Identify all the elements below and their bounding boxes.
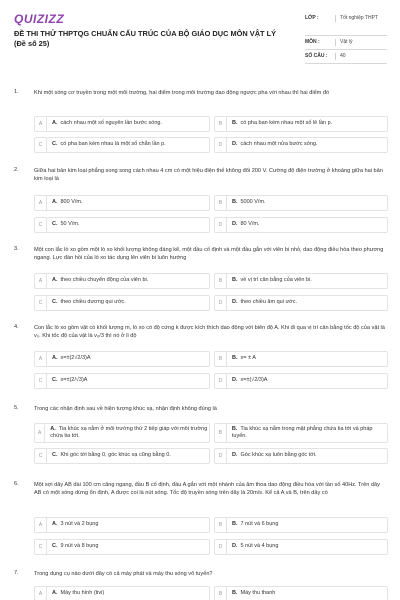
meta-count-row — [305, 50, 387, 64]
option-label: B. — [232, 590, 238, 597]
option-label: C. — [52, 221, 58, 228]
meta-subject-row — [305, 36, 387, 50]
option-a[interactable] — [34, 273, 210, 289]
option-label: D. — [232, 377, 238, 384]
option-c[interactable] — [34, 217, 210, 233]
option-letter: A — [35, 196, 47, 210]
option-label: B. — [232, 355, 238, 362]
option-a[interactable] — [34, 517, 210, 533]
class-label: LỚP : — [305, 15, 319, 21]
option-letter: D — [215, 449, 227, 463]
option-b[interactable] — [214, 586, 388, 600]
option-label: C. — [52, 452, 58, 459]
option-text: theo chiều âm qui ước. — [240, 299, 298, 306]
option-b[interactable] — [214, 423, 388, 443]
question-text: Trong các nhận định sau về hiện tượng khúc xạ, nhận định không đúng là — [34, 406, 217, 412]
option-label: D. — [232, 543, 238, 550]
option-text: có pha ban kém nhau là một số chẵn lần p. — [60, 141, 166, 148]
option-label: D. — [232, 221, 238, 228]
option-c[interactable] — [34, 137, 210, 153]
option-c[interactable] — [34, 295, 210, 311]
option-letter: A — [35, 518, 47, 532]
option-b[interactable] — [214, 517, 388, 533]
option-letter: D — [215, 540, 227, 554]
option-a[interactable] — [34, 116, 210, 132]
option-letter: A — [35, 424, 45, 442]
option-label: A. — [52, 199, 58, 206]
option-letter: D — [215, 374, 227, 388]
option-d[interactable] — [214, 137, 388, 153]
option-label: C. — [52, 141, 58, 148]
option-letter: A — [35, 352, 47, 366]
option-label: D. — [232, 299, 238, 306]
option-text: cách nhau một nửa bước sóng. — [240, 141, 318, 148]
question-number: 1. — [14, 89, 19, 95]
question-text: Con lắc lò xo gồm vật có khối lượng m, lò xo có độ cứng k được kích thích dao động với biên độ A. Khi đi qua vị trí cân bằng tốc độ của vật là v₀. Khi tốc độ của vật là v₀/3 thì nó ở li độ — [34, 325, 385, 339]
option-letter: B — [215, 274, 227, 288]
option-d[interactable] — [214, 539, 388, 555]
option-text: theo chiều dương qui ước. — [60, 299, 126, 306]
option-label: B. — [232, 120, 238, 127]
option-text: 7 nút và 6 bụng — [240, 521, 279, 528]
option-d[interactable] — [214, 217, 388, 233]
option-letter: B — [215, 117, 227, 131]
option-text: 3 nút và 2 bụng — [60, 521, 99, 528]
option-d[interactable] — [214, 448, 388, 464]
option-letter: B — [215, 352, 227, 366]
question-number: 2. — [14, 167, 19, 173]
question-text: Một sợi dây AB dài 100 cm căng ngang, đầu B cố định, đầu A gắn với một nhánh của âm thoa dao động điều hòa với tần số 40Hz. Trên dây AB có một sóng dừng ổn định, A được coi là nút sóng. Tốc độ truyền sóng trên dây là 20m/s. Kể cả A và B, trên dây có — [34, 482, 380, 496]
option-letter: B — [215, 518, 227, 532]
option-c[interactable] — [34, 539, 210, 555]
option-letter: C — [35, 138, 47, 152]
option-b[interactable] — [214, 195, 388, 211]
option-label: A. — [52, 120, 58, 127]
option-text: Tia khúc xạ nằm trong mặt phẳng chứa tia tới và pháp tuyến. — [231, 425, 373, 439]
option-text: 80 V/m. — [240, 221, 260, 228]
option-label: A. — [52, 277, 58, 284]
option-text: cách nhau một số nguyên lần bước sóng. — [60, 120, 162, 127]
option-b[interactable] — [214, 116, 388, 132]
option-label: C. — [52, 377, 58, 384]
option-text: theo chiều chuyển động của viên bi. — [60, 277, 149, 284]
option-letter: A — [35, 117, 47, 131]
option-label: B. — [232, 521, 238, 528]
count-label: SỐ CÂU : — [305, 53, 328, 59]
count-value: 40 — [335, 53, 387, 60]
option-label: D. — [232, 452, 238, 459]
option-label: B. — [232, 277, 238, 284]
question-text: Một con lắc lò xo gồm một lò xo khối lượng không đáng kể, một đầu cố định và một đầu gắn với viên bi nhỏ, dao động điều hòa theo phương ngang. Lực đàn hồi của lò xo tác dụng lên viên bi luôn hướng — [34, 247, 384, 261]
option-a[interactable] — [34, 586, 210, 600]
question-number: 4. — [14, 324, 19, 330]
option-letter: A — [35, 274, 47, 288]
option-letter: C — [35, 218, 47, 232]
option-a[interactable] — [34, 423, 210, 443]
option-a[interactable] — [34, 195, 210, 211]
question-number: 6. — [14, 481, 19, 487]
question-text: Trong dụng cụ nào dưới đây có cả máy phát và máy thu sóng vô tuyến? — [34, 571, 213, 577]
option-label: D. — [232, 141, 238, 148]
question-number: 3. — [14, 246, 19, 252]
option-letter: A — [35, 587, 47, 600]
option-label: B. — [232, 199, 238, 206]
option-text: 800 V/m. — [60, 199, 83, 206]
option-d[interactable] — [214, 295, 388, 311]
option-text: Máy thu hình (tivi) — [60, 590, 105, 597]
option-text: về vị trí cân bằng của viên bi. — [240, 277, 312, 284]
question-text: Khi một sóng cơ truyền trong một môi trường, hai điểm trong môi trường dao động ngược pha với nhau thì hai điểm đó — [34, 90, 330, 96]
option-letter: C — [35, 540, 47, 554]
option-letter: D — [215, 218, 227, 232]
option-b[interactable] — [214, 273, 388, 289]
page-title: ĐỀ THI THỬ THPTQG CHUẨN CẤU TRÚC CỦA BỘ GIÁO DỤC MÔN VẬT LÝ (Đề số 25) — [14, 29, 277, 48]
option-text: 50 V/m. — [60, 221, 80, 228]
option-letter: D — [215, 138, 227, 152]
option-label: A. — [52, 590, 58, 597]
option-letter: C — [35, 374, 47, 388]
option-label: B. — [231, 425, 238, 432]
class-value: Tốt nghiệp THPT — [335, 15, 387, 22]
option-letter: B — [215, 587, 227, 600]
option-letter: C — [35, 449, 47, 463]
meta-class-row — [305, 12, 387, 36]
option-text: Góc khúc xạ luôn bằng góc tới. — [240, 452, 317, 459]
option-text: 5 nút và 4 bụng — [240, 543, 279, 550]
subject-label: MÔN : — [305, 39, 320, 45]
page-header — [0, 0, 400, 78]
option-text: 9 nút và 8 bụng — [60, 543, 99, 550]
option-letter: C — [35, 296, 47, 310]
option-text: x=±(2/√3)A — [60, 377, 88, 384]
option-c[interactable] — [34, 373, 210, 389]
option-d[interactable] — [214, 373, 388, 389]
option-letter: B — [215, 196, 227, 210]
option-text: Khi góc tới bằng 0, góc khúc xạ cũng bằng 0. — [60, 452, 171, 459]
option-letter: D — [215, 296, 227, 310]
option-text: 5000 V/m. — [240, 199, 266, 206]
quizizz-logo: QUIZIZZ — [14, 12, 65, 26]
option-text: x=±(2√2/3)A — [60, 355, 91, 362]
question-text: Giữa hai bản kim loại phẳng song song cách nhau 4 cm có một hiệu điện thế không đổi 200 V. Cường độ điện trường ở khoảng giữa hai bản kim loại là — [34, 168, 383, 182]
option-text: Tia khúc xạ nằm ở môi trường thứ 2 tiếp giáp với môi trường chứa tia tới. — [50, 425, 208, 439]
option-a[interactable] — [34, 351, 210, 367]
option-label: C. — [52, 299, 58, 306]
option-label: A. — [52, 355, 58, 362]
option-text: Máy thu thanh — [240, 590, 276, 597]
option-c[interactable] — [34, 448, 210, 464]
option-b[interactable] — [214, 351, 388, 367]
subject-value: Vật lý — [335, 39, 387, 46]
exam-meta — [305, 12, 387, 64]
option-text: x=±(√2/3)A — [240, 377, 268, 384]
option-label: C. — [52, 543, 58, 550]
option-letter: B — [215, 424, 227, 442]
question-number: 7. — [14, 570, 19, 576]
question-number: 5. — [14, 405, 19, 411]
option-text: x= ± A — [240, 355, 256, 362]
option-label: A. — [52, 521, 58, 528]
option-label: A. — [50, 425, 56, 432]
option-text: có pha ban kém nhau một số lẻ lần p. — [240, 120, 333, 127]
